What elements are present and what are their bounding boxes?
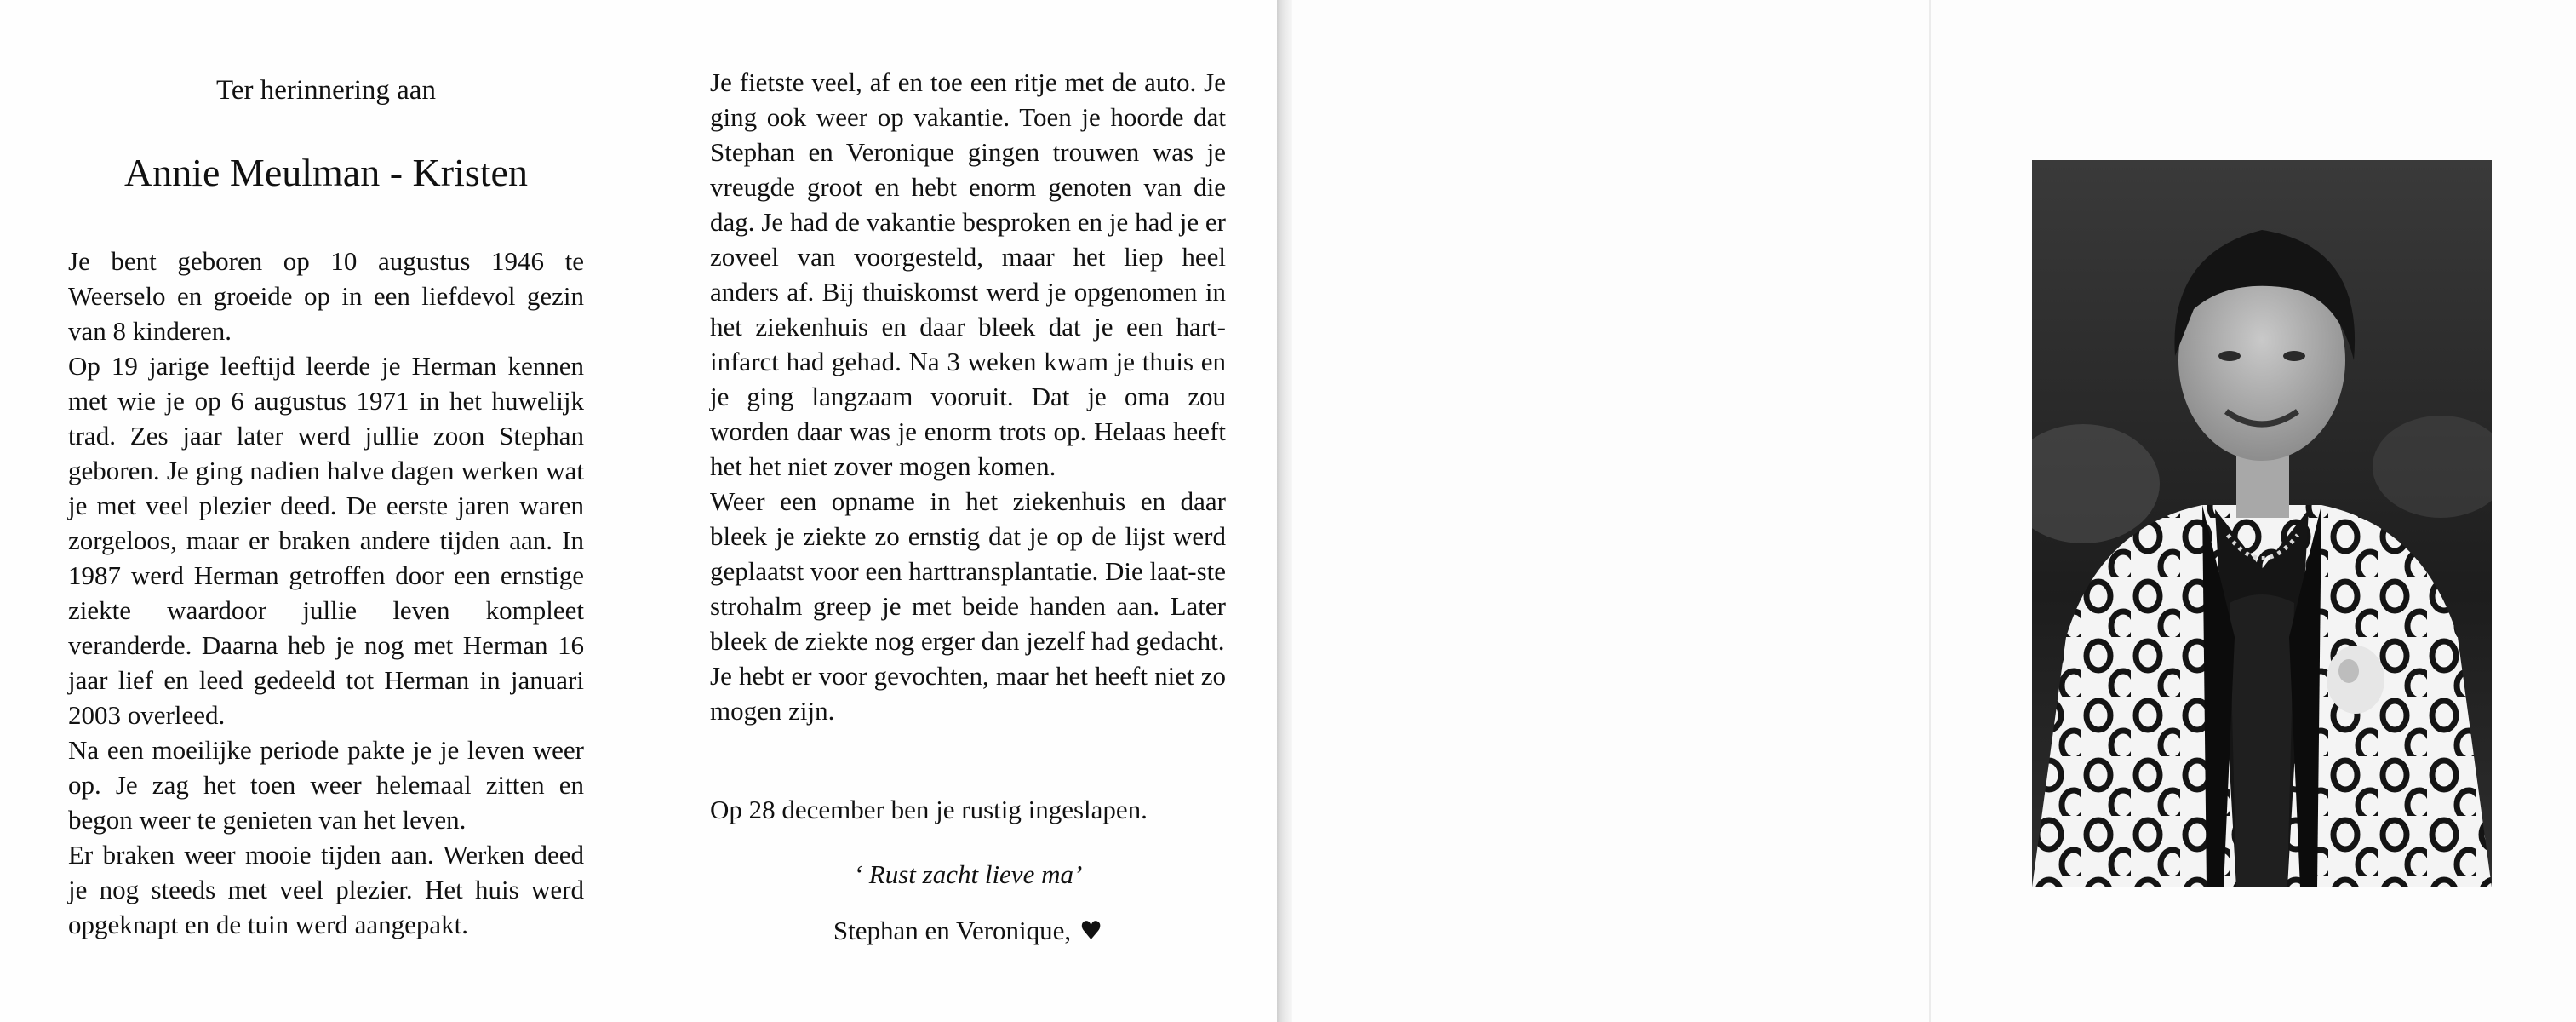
- card-fold-line: [1929, 0, 1931, 1022]
- paragraph: Op 19 jarige leeftijd leerde je Herman kennen met wie je op 6 augustus 1971 in het huwelijk trad. Zes jaar later werd jullie zoon Stephan geboren. Je ging nadien halve dagen werken wat je met veel plezier deed. De eerste jaren waren zorgeloos, maar er braken andere tijden aan. In 1987 werd Herman getroffen door een ernstige ziekte waardoor jullie leven kompleet veranderde. Daarna heb je nog met Herman 16 jaar lief en leed gedeeld tot Herman in januari 2003 overleed.: [68, 351, 584, 730]
- signature-line: [710, 913, 1226, 949]
- signature-text: Stephan en Veronique,: [833, 916, 1072, 945]
- deceased-name: Annie Meulman - Kristen: [124, 151, 528, 194]
- card-inner-left-spread: [0, 0, 1277, 1022]
- portrait-photo: [2032, 160, 2492, 887]
- paragraph: Je hebt er voor gevochten, maar het heeft niet zo mogen zijn.: [710, 661, 1226, 726]
- paragraph: Weer een opname in het ziekenhuis en daar bleek je ziekte zo ernstig dat je op de lijst werd geplaatst voor een harttransplantatie. Die laat-ste strohalm greep je met beide handen aan. Later bleek de ziekte nog erger dan jezelf had gedacht.: [710, 486, 1226, 656]
- card-fold: [1277, 0, 1292, 1022]
- paragraph: Je fietste veel, af en toe een ritje met de auto. Je ging ook weer op vakantie. Toen je hoorde dat Stephan en Veronique gingen trouwen was je vreugde groot en hebt enorm genoten van die dag. Je had de vakantie besproken en je had je er zoveel van voorgesteld, maar het liep heel anders af. Bij thuiskomst werd je opgenomen in het ziekenhuis en daar bleek dat je een hart-infarct had gehad. Na 3 weken kwam je thuis en je ging langzaam vooruit. Dat je oma zou worden daar was je enorm trots op. Helaas heeft het het niet zover mogen komen.: [710, 67, 1226, 481]
- passing-line: Op 28 december ben je rustig ingeslapen.: [710, 795, 1148, 824]
- intro-heading: Ter herinnering aan: [216, 75, 436, 106]
- paragraph: Je bent geboren op 10 augustus 1946 te Weerselo en groeide op in een liefdevol gezin van 8 kinderen.: [68, 246, 584, 346]
- heart-icon: ♥: [1079, 916, 1103, 946]
- quote-line: ‘ Rust zacht lieve ma’: [853, 859, 1083, 889]
- biography-part-1: [68, 244, 584, 942]
- biography-part-2: [710, 65, 1226, 728]
- portrait-illustration: [2032, 160, 2492, 887]
- paragraph: Na een moeilijke periode pakte je je leven weer op. Je zag het toen weer helemaal zitten en begon weer te genieten van het leven.: [68, 735, 584, 835]
- paragraph: Er braken weer mooie tijden aan. Werken deed je nog steeds met veel plezier. Het huis werd opgeknapt en de tuin werd aangepakt.: [68, 840, 584, 939]
